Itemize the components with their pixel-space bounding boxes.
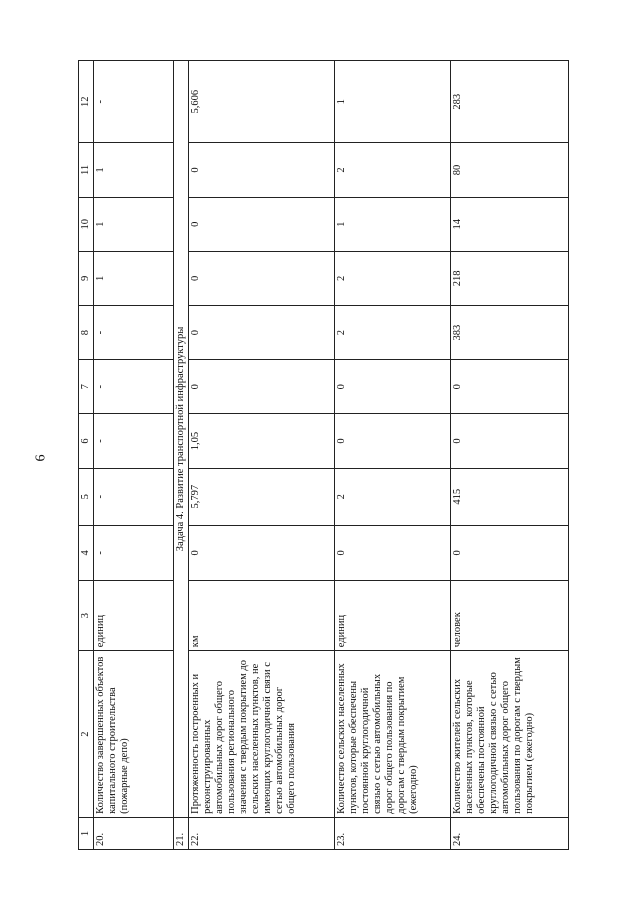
- value-cell: 0: [189, 305, 335, 359]
- table-row: [189, 61, 335, 850]
- unit: км: [189, 581, 335, 651]
- value-cell: 1: [94, 251, 174, 305]
- value-cell: -: [94, 525, 174, 580]
- value-cell: -: [94, 305, 174, 359]
- column-header: 10: [79, 197, 94, 251]
- indicator-name: Количество завершенных объектов капитального строительства (пожарные депо): [94, 651, 174, 818]
- column-header: 7: [79, 360, 94, 414]
- value-cell: 2: [335, 305, 451, 359]
- value-cell: 5,606: [189, 61, 335, 143]
- column-header: 12: [79, 61, 94, 143]
- value-cell: 0: [335, 414, 451, 468]
- value-cell: 0: [451, 525, 569, 580]
- header-row: [79, 61, 94, 850]
- column-header: 4: [79, 525, 94, 580]
- unit: единиц: [94, 581, 174, 651]
- value-cell: -: [94, 360, 174, 414]
- rotated-table-container: [78, 60, 556, 850]
- row-number: 22.: [189, 817, 335, 849]
- table-row: [335, 61, 451, 850]
- unit: единиц: [335, 581, 451, 651]
- value-cell: 0: [451, 414, 569, 468]
- value-cell: 0: [189, 360, 335, 414]
- column-header: 11: [79, 143, 94, 197]
- value-cell: -: [94, 61, 174, 143]
- value-cell: 14: [451, 197, 569, 251]
- value-cell: -: [94, 414, 174, 468]
- value-cell: 283: [451, 61, 569, 143]
- column-header: 5: [79, 468, 94, 525]
- column-header: 6: [79, 414, 94, 468]
- value-cell: 0: [189, 143, 335, 197]
- column-header: 8: [79, 305, 94, 359]
- column-header: 1: [79, 817, 94, 849]
- value-cell: 80: [451, 143, 569, 197]
- indicator-name: Протяженность построенных и реконструированных автомобильных дорог общего пользования регионального значения с твердым покрытием до сельских населенных пунктов, не имеющих круглогодичной связи с сетью автомобильных дорог общего пользования: [189, 651, 335, 818]
- value-cell: 1: [94, 197, 174, 251]
- value-cell: 415: [451, 468, 569, 525]
- value-cell: 1: [335, 61, 451, 143]
- section-row: [174, 61, 189, 850]
- column-header: 9: [79, 251, 94, 305]
- section-title: Задача 4. Развитие транспортной инфраструктуры: [174, 61, 189, 818]
- value-cell: 1,05: [189, 414, 335, 468]
- value-cell: 2: [335, 251, 451, 305]
- value-cell: 0: [189, 525, 335, 580]
- table-row: [94, 61, 174, 850]
- column-header: 3: [79, 581, 94, 651]
- row-number: 20.: [94, 817, 174, 849]
- unit: человек: [451, 581, 569, 651]
- value-cell: 0: [451, 360, 569, 414]
- value-cell: 0: [189, 251, 335, 305]
- value-cell: 383: [451, 305, 569, 359]
- indicator-name: Количество жителей сельских населенных пунктов, которые обеспечены постоянной круглогодичной связью с сетью автомобильных дорог общего пользования по дорогам с твердым покрытием (ежегодно): [451, 651, 569, 818]
- value-cell: 2: [335, 468, 451, 525]
- value-cell: 0: [335, 360, 451, 414]
- indicators-table: [78, 60, 569, 850]
- value-cell: 0: [335, 525, 451, 580]
- value-cell: 5,797: [189, 468, 335, 525]
- table-row: [451, 61, 569, 850]
- indicator-name: Количество сельских населенных пунктов, которые обеспечены постоянной круглогодичной связью с сетью автомобильных дорог общего пользования по дорогам с твердым покрытием (ежегодно): [335, 651, 451, 818]
- column-header: 2: [79, 651, 94, 818]
- value-cell: 2: [335, 143, 451, 197]
- value-cell: 0: [189, 197, 335, 251]
- value-cell: 1: [335, 197, 451, 251]
- value-cell: 218: [451, 251, 569, 305]
- page-number: 6: [33, 454, 49, 462]
- row-number: 21.: [174, 817, 189, 849]
- value-cell: 1: [94, 143, 174, 197]
- row-number: 23.: [335, 817, 451, 849]
- row-number: 24.: [451, 817, 569, 849]
- value-cell: -: [94, 468, 174, 525]
